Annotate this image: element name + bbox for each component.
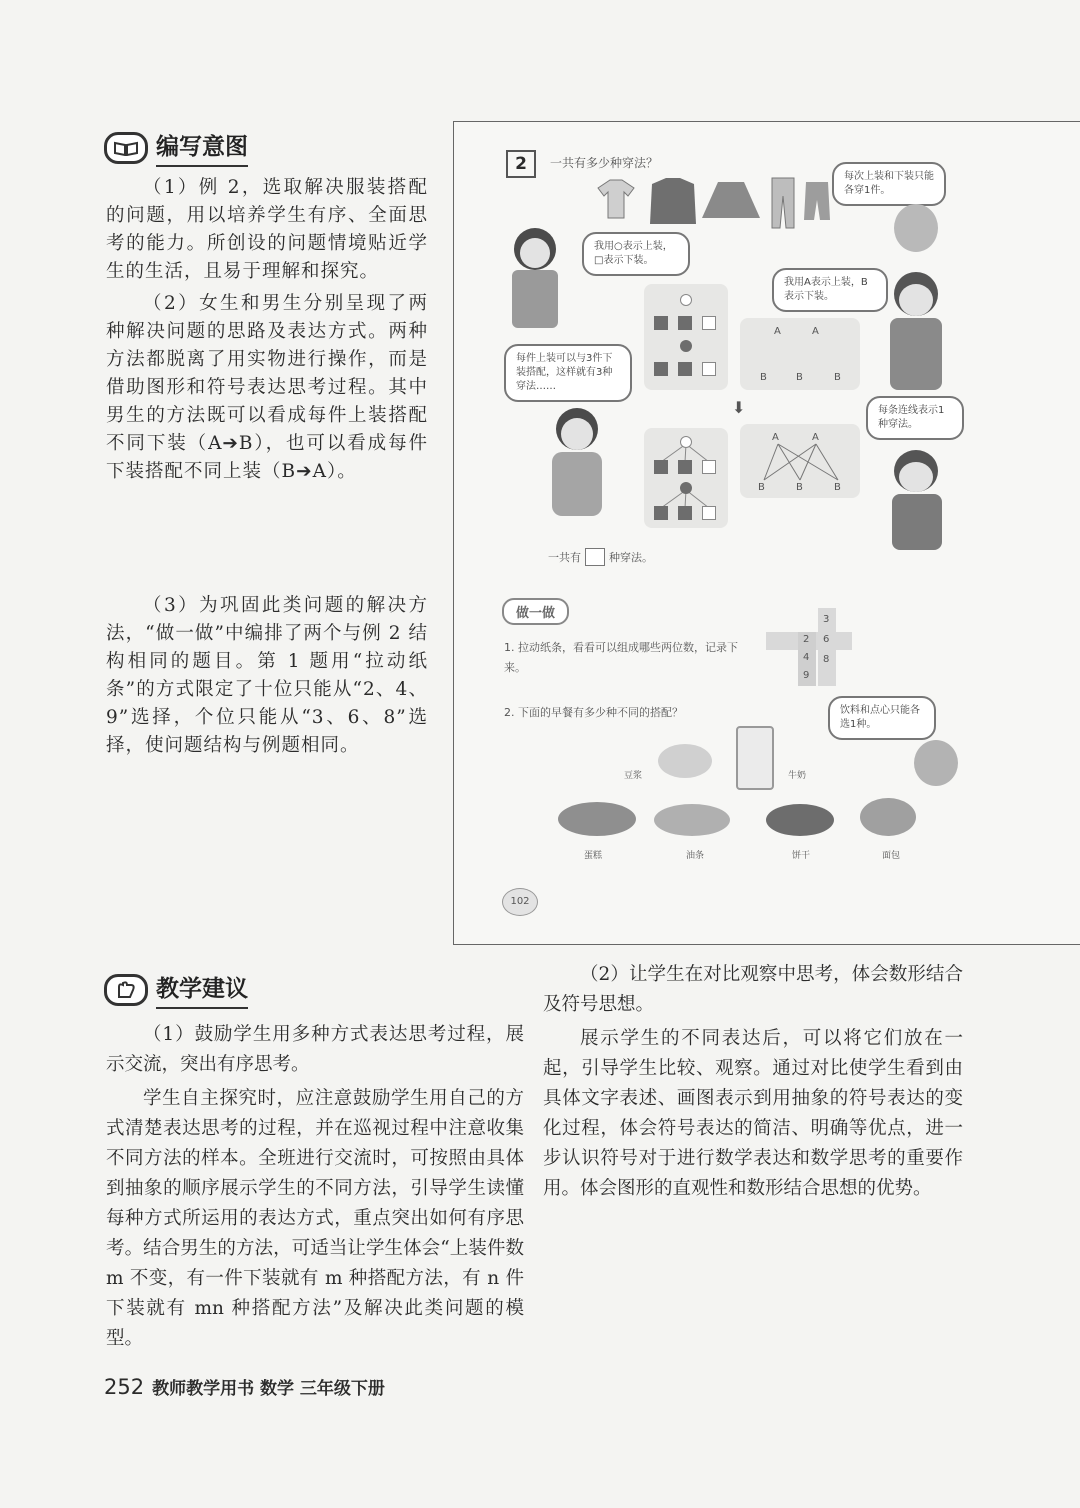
- suggestion-2: （2）让学生在对比观察中思考，体会数形结合及符号思想。: [543, 964, 963, 1015]
- food-label-3: 饼干: [792, 851, 811, 861]
- question-text: 一共有多少种穿法？: [550, 156, 659, 170]
- suggestion-1: （1）鼓励学生用多种方式表达思考过程，展示交流，突出有序思考。: [106, 1024, 524, 1075]
- clothing-illustration: [594, 174, 834, 230]
- digit-strips: [766, 608, 852, 688]
- textbook-excerpt: [453, 121, 1080, 945]
- soy-milk-bowl-icon: [658, 744, 712, 778]
- food-label-1: 蛋糕: [584, 851, 603, 861]
- practice-question-1: 1. 拉动纸条，看看可以组成哪些两位数，记录下来。: [504, 641, 738, 674]
- girl-diagram-2: [644, 428, 728, 528]
- girl-character-icon: [506, 222, 564, 332]
- section-header-writing-intent: [104, 128, 248, 167]
- boy-character-icon: [884, 268, 948, 396]
- suggestion-2-detail: 展示学生的不同表达后，可以将它们放在一起，引导学生比较、观察。通过对比使学生看到由具体文字表述、画图表示到用抽象的符号表达的变化过程，体会符号表达的简洁、明确等优点，进一步认识符号对于进行数学表达和数学思考的重要作用。体会图形的直观性和数形结合思想的优势。: [543, 1028, 963, 1199]
- label-a2: A: [812, 326, 819, 337]
- section-title: 编写意图: [156, 128, 248, 167]
- answer-suffix: 种穿法。: [609, 551, 653, 564]
- hand-icon: [104, 974, 148, 1006]
- example-number: 2: [506, 150, 536, 178]
- writing-intent-body: [106, 174, 428, 486]
- book-title: 教师教学用书 数学 三年级下册: [152, 1379, 385, 1399]
- answer-line: [548, 548, 653, 566]
- milk-glass-icon: [736, 726, 774, 790]
- teaching-suggestions-right: [543, 960, 963, 1204]
- label-a3: A: [772, 432, 779, 443]
- speech-bubble-boy-symbols: 我用A表示上装，B表示下装。: [772, 268, 888, 312]
- speech-bubble-boy-lines: 每条连线表示1种穿法。: [866, 396, 964, 440]
- boy-diagram-1: [740, 318, 860, 390]
- label-b1: B: [760, 372, 767, 383]
- drink-label-1: 豆浆: [624, 771, 643, 781]
- cake-icon: [558, 802, 636, 836]
- label-b5: B: [796, 482, 803, 493]
- label-b2: B: [796, 372, 803, 383]
- speech-bubble-breakfast: 饮料和点心只能各选1种。: [828, 696, 936, 740]
- answer-box: [585, 548, 605, 566]
- boy-character-2-icon: [884, 448, 950, 552]
- page-footer: [104, 1374, 385, 1399]
- writing-intent-body-3: [106, 592, 428, 760]
- suggestion-1-detail: 学生自主探究时，应注意鼓励学生用自己的方式清楚表达思考的过程，并在巡视过程中注意收集不同方法的样本。全班进行交流时，可按照由具体到抽象的顺序展示学生的不同方法，引导学生读懂每种方式所运用的表达方式，重点突出如何有序思考。结合男生的方法，可适当让学生体会“上装件数 m 不变，有一件下装就有 m 种搭配方法，有 n 件下装就有 mn 种搭配方法”及解决此类问题的模型。: [106, 1088, 524, 1349]
- drink-label-2: 牛奶: [788, 771, 807, 781]
- girl-character-2-icon: [546, 404, 608, 520]
- paragraph-2: （2）女生和男生分别呈现了两种解决问题的思路及表达方式。两种方法都脱离了用实物进行操作，而是借助图形和符号表达思考过程。其中男生的方法既可以看成每件上装搭配不同下装（A➔B），也可以看成每件下装搭配不同上装（B➔A）。: [106, 293, 428, 482]
- speech-bubble-rule: 每次上装和下装只能各穿1件。: [832, 162, 946, 206]
- label-b6: B: [834, 482, 841, 493]
- speech-bubble-girl-explain: 每件上装可以与3件下装搭配，这样就有3种穿法……: [504, 344, 632, 402]
- label-a1: A: [774, 326, 781, 337]
- label-b4: B: [758, 482, 765, 493]
- digit-tens-1: 2: [803, 634, 810, 645]
- practice-question-2: 2. 下面的早餐有多少种不同的搭配？: [504, 706, 683, 719]
- food-label-2: 油条: [686, 851, 705, 861]
- boy-diagram-2: [740, 424, 860, 498]
- section-title-2: 教学建议: [156, 970, 248, 1009]
- digit-tens-2: 4: [803, 652, 810, 663]
- fried-dough-icon: [654, 804, 730, 836]
- answer-prefix: 一共有: [548, 551, 581, 564]
- paragraph-1: （1）例 2，选取解决服装搭配的问题，用以培养学生有序、全面思考的能力。所创设的问题情境贴近学生的生活，且易于理解和探究。: [106, 177, 428, 282]
- digit-ones-1: 3: [823, 614, 830, 625]
- girl-diagram-1: [644, 284, 728, 390]
- open-book-icon: [104, 132, 148, 164]
- digit-ones-2: 6: [823, 634, 830, 645]
- section-header-teaching-suggestions: [104, 970, 248, 1009]
- page-number: 252: [104, 1375, 145, 1399]
- mascot-icon: [894, 204, 938, 252]
- arrow-down-icon: ⬇: [732, 398, 746, 417]
- digit-ones-3: 8: [823, 654, 830, 665]
- textbook-page-number: 102: [502, 888, 538, 916]
- paragraph-3: （3）为巩固此类问题的解决方法，“做一做”中编排了两个与例 2 结构相同的题目。第 1 题用“拉动纸条”的方式限定了十位只能从“2、4、9”选择，个位只能从“3、6、8”选择，使问题结构与例题相同。: [106, 595, 428, 756]
- speech-bubble-girl-symbols: 我用○表示上装，□表示下装。: [582, 232, 690, 276]
- digit-tens-3: 9: [803, 670, 810, 681]
- mascot-2-icon: [914, 740, 958, 786]
- food-label-4: 面包: [882, 851, 901, 861]
- label-a4: A: [812, 432, 819, 443]
- practice-title: 做一做: [502, 598, 569, 625]
- label-b3: B: [834, 372, 841, 383]
- teaching-suggestions-left: [106, 1020, 524, 1354]
- bread-icon: [860, 798, 916, 836]
- cookie-icon: [766, 804, 834, 836]
